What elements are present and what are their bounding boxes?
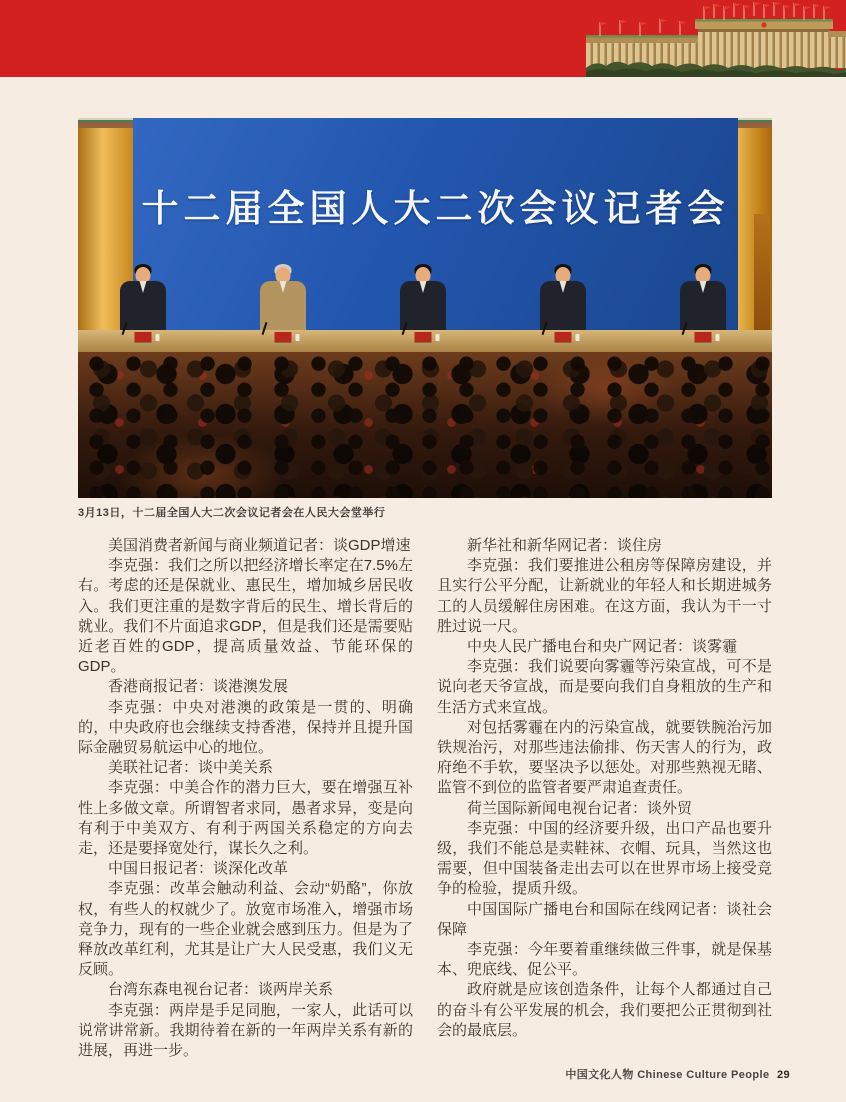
header-band <box>0 0 846 77</box>
magazine-title-en: Chinese Culture People <box>637 1069 770 1081</box>
article-paragraph: 美联社记者：谈中美关系 <box>108 759 274 777</box>
name-card <box>555 332 572 342</box>
page-footer <box>78 1066 790 1082</box>
article-paragraph: 李克强：中美合作的潜力巨大，要在增强互补性上多做文章。所谓智者求同，愚者求异，变是向有利于中美双方、有利于两国关系稳定的方向去走，还是要择宽处行，谋长久之利。 <box>78 779 413 858</box>
article-paragraph: 李克强：我们说要向雾霾等污染宣战，可不是说向老天爷宣战，而是要向我们自身粗放的生产和生活方式来宣战。 <box>437 658 772 716</box>
photo-caption: 3月13日，十二届全国人大二次会议记者会在人民大会堂举行 <box>78 507 386 519</box>
article-paragraph: 台湾东森电视台记者：谈两岸关系 <box>108 981 334 999</box>
article-paragraph: 李克强：我们之所以把经济增长率定在7.5%左右。考虑的还是保就业、惠民生，增加城乡居民收入。我们更注重的是数字背后的民生、增长背后的就业。我们不片面追求GDP，但是我们还是需要贴近老百姓的GDP，提高质量效益、节能环保的GDP。 <box>78 557 413 676</box>
article-paragraph: 李克强：两岸是手足同胞，一家人，此话可以说常讲常新。我期待着在新的一年两岸关系有新的进展，再进一步。 <box>78 1001 413 1060</box>
page-number: 29 <box>776 1069 790 1081</box>
gold-pillar-right <box>738 118 772 332</box>
article-paragraph: 政府就是应该创造条件，让每个人都通过自己的奋斗有公平发展的机会，我们要把公正贯彻到社会的最底层。 <box>437 981 772 1039</box>
article-column-left <box>78 536 413 1061</box>
name-card <box>415 332 432 342</box>
article-paragraph: 李克强：中央对港澳的政策是一贯的、明确的，中央政府也会继续支持香港，保持并且提升国际金融贸易航运中心的地位。 <box>78 698 413 757</box>
article-paragraph: 中国国际广播电台和国际在线网记者：谈社会保障 <box>437 900 772 938</box>
article-paragraph: 中国日报记者：谈深化改革 <box>108 860 289 878</box>
name-card <box>135 332 152 342</box>
article-body <box>78 536 772 1061</box>
journalist-audience <box>78 352 772 498</box>
article-paragraph: 美国消费者新闻与商业频道记者：谈GDP增速 <box>108 537 411 554</box>
press-conference-photo <box>78 118 772 498</box>
article-paragraph: 对包括雾霾在内的污染宣战，就要铁腕治污加铁规治污，对那些违法偷排、伤天害人的行为，政府绝不手软，要坚决予以惩处。对那些熟视无睹、监管不到位的监管者要严肃追查责任。 <box>437 718 772 797</box>
article-column-right <box>437 536 772 1061</box>
article-paragraph: 李克强：改革会触动利益、会动“奶酪”，你放权，有些人的权就少了。放宽市场准入，增强市场竞争力，现有的一些企业就会感到压力。但是为了释放改革红利，尤其是让广大人民受惠，我们义无反顾。 <box>78 880 413 979</box>
pillar-doorway <box>754 214 770 332</box>
magazine-title-cn: 中国文化人物 <box>565 1069 634 1081</box>
banner-title: 十二届全国人大二次会议记者会 <box>141 188 730 229</box>
article-paragraph: 李克强：我们要推进公租房等保障房建设，并且实行公平分配，让新就业的年轻人和长期进城务工的人员缓解住房困难。在这方面，我认为干一寸胜过说一尺。 <box>437 557 772 635</box>
name-card <box>695 332 712 342</box>
article-paragraph: 香港商报记者：谈港澳发展 <box>108 678 289 696</box>
article-paragraph: 中央人民广播电台和央广网记者：谈雾霾 <box>467 638 738 656</box>
great-hall-building-image <box>586 0 846 77</box>
article-paragraph: 李克强：今年要着重继续做三件事，就是保基本、兜底线、促公平。 <box>437 941 772 979</box>
article-paragraph: 荷兰国际新闻电视台记者：谈外贸 <box>467 799 693 817</box>
name-card <box>275 332 292 342</box>
article-paragraph: 李克强：中国的经济要升级，出口产品也要升级，我们不能总是卖鞋袜、衣帽、玩具，当然这也需要，但中国装备走出去可以在世界市场上接受竞争的检验，提质升级。 <box>437 819 772 898</box>
article-paragraph: 新华社和新华网记者：谈住房 <box>467 537 663 554</box>
